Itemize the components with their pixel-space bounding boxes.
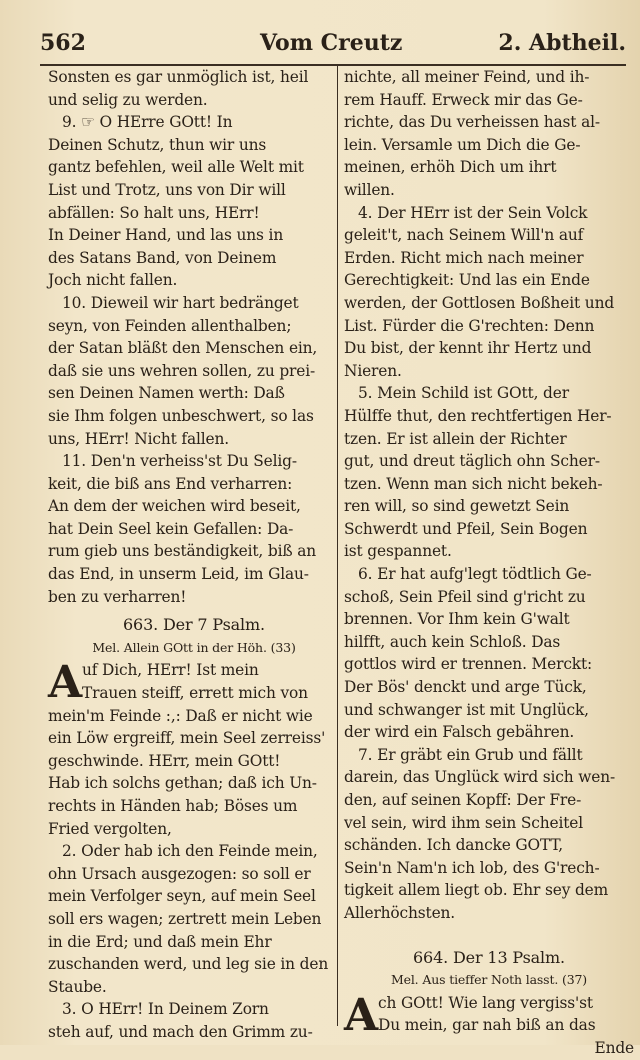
- text-line: schoß, Sein Pfeil sind g'richt zu: [344, 587, 586, 606]
- catchword: Ende: [594, 1038, 634, 1057]
- text-line: willen.: [344, 180, 395, 199]
- drop-cap: A: [48, 657, 82, 709]
- text-line: lein. Versamle um Dich die Ge-: [344, 135, 581, 154]
- hymn-heading: 664. Der 13 Psalm.: [413, 947, 565, 967]
- text-line: und selig zu werden.: [48, 90, 208, 109]
- text-line: keit, die biß ans End verharren:: [48, 474, 293, 493]
- text-line: Der Bös' denckt und arge Tück,: [344, 678, 587, 697]
- verse-start: 2. Oder hab ich den Feinde mein,: [62, 842, 318, 861]
- text-line: tzen. Wenn man sich nicht bekeh-: [344, 474, 603, 493]
- text-line: tigkeit allem liegt ob. Ehr sey dem: [344, 881, 609, 900]
- text-line: ch GOtt! Wie lang vergiss'st: [378, 993, 593, 1012]
- text-line: daß sie uns wehren sollen, zu prei-: [48, 361, 316, 380]
- text-line: Fried vergolten,: [48, 819, 172, 838]
- text-line: gut, und dreut täglich ohn Scher-: [344, 452, 600, 471]
- text-line: rechts in Händen hab; Böses um: [48, 797, 298, 815]
- hymn-heading: 663. Der 7 Psalm.: [123, 615, 265, 635]
- page-number: 562: [40, 30, 86, 56]
- text-line: Sonsten es gar unmöglich ist, heil: [48, 68, 309, 86]
- text-line: Gerechtigkeit: Und las ein Ende: [344, 271, 590, 290]
- text-line: soll ers wagen; zertrett mein Leben: [48, 909, 322, 928]
- text-line: seyn, von Feinden allenthalben;: [48, 316, 292, 335]
- text-line: Allerhöchsten.: [344, 903, 456, 922]
- text-line: der Satan bläßt den Menschen ein,: [48, 339, 318, 358]
- verse-start: 10. Dieweil wir hart bedränget: [62, 293, 299, 312]
- text-line: ben zu verharren!: [48, 587, 187, 606]
- text-line: Sein'n Nam'n ich lob, des G'rech-: [344, 858, 600, 877]
- text-line: nichte, all meiner Feind, und ih-: [344, 68, 590, 86]
- text-line: hilfft, auch kein Schloß. Das: [344, 632, 561, 651]
- text-line: vel sein, wird ihm sein Scheitel: [344, 813, 584, 832]
- text-line: richte, das Du verheissen hast al-: [344, 113, 600, 132]
- text-line: geschwinde. HErr, mein GOtt!: [48, 751, 281, 770]
- text-line: uns, HErr! Nicht fallen.: [48, 429, 229, 448]
- text-line: schänden. Ich dancke GOTT,: [344, 836, 564, 855]
- text-line: mein'm Feinde :,: Daß er nicht wie: [48, 706, 313, 725]
- text-line: brennen. Vor Ihm kein G'walt: [344, 610, 570, 629]
- text-line: in die Erd; und daß mein Ehr: [48, 932, 272, 951]
- text-line: Hülffe thut, den rechtfertigen Her-: [344, 406, 612, 425]
- verse-start: 3. O HErr! In Deinem Zorn: [62, 1000, 269, 1019]
- hymn-opening: [48, 657, 340, 709]
- text-line: uf Dich, HErr! Ist mein: [82, 661, 259, 680]
- verse-start: 11. Den'n verheiss'st Du Selig-: [62, 452, 297, 471]
- verse-start: 4. Der HErr ist der Sein Volck: [358, 203, 588, 222]
- text-line: Erden. Richt mich nach meiner: [344, 248, 584, 267]
- text-line: ist gespannet.: [344, 542, 452, 561]
- text-line: gottlos wird er trennen. Merckt:: [344, 655, 593, 674]
- drop-cap: A: [344, 989, 378, 1041]
- text-line: sie Ihm folgen unbeschwert, so las: [48, 406, 314, 425]
- verse-start: 9. ☞ O HErre GOtt! In: [62, 113, 233, 132]
- text-line: ohn Ursach ausgezogen: so soll er: [48, 864, 311, 883]
- text-line: gantz befehlen, weil alle Welt mit: [48, 158, 304, 177]
- text-line: Staube.: [48, 977, 107, 996]
- text-line: steh auf, und mach den Grimm zu-: [48, 1022, 313, 1041]
- verse-start: 7. Er gräbt ein Grub und fällt: [358, 745, 583, 764]
- text-line: Deinen Schutz, thun wir uns: [48, 135, 267, 154]
- text-line: das End, in unserm Leid, im Glau-: [48, 565, 309, 584]
- text-line: Trauen steiff, errett mich von: [82, 684, 308, 703]
- text-line: meinen, erhöh Dich um ihrt: [344, 158, 557, 177]
- text-line: List und Trotz, uns von Dir will: [48, 180, 286, 199]
- text-line: werden, der Gottlosen Boßheit und: [344, 293, 615, 312]
- right-column: [344, 66, 634, 1060]
- melody-line: Mel. Allein GOtt in der Höh. (33): [92, 639, 296, 655]
- text-line: zuschanden werd, und leg sie in den: [48, 955, 329, 974]
- verse-start: 5. Mein Schild ist GOtt, der: [358, 384, 569, 403]
- text-line: Nieren.: [344, 361, 402, 380]
- hymn-opening: [344, 989, 634, 1041]
- text-line: des Satans Band, von Deinem: [48, 248, 277, 267]
- text-line: rem Hauff. Erweck mir das Ge-: [344, 90, 583, 109]
- melody-line: Mel. Aus tieffer Noth lasst. (37): [390, 972, 588, 988]
- running-header: [40, 26, 626, 66]
- verse-start: 6. Er hat aufg'legt tödtlich Ge-: [358, 565, 592, 584]
- text-line: abfällen: So halt uns, HErr!: [48, 203, 260, 222]
- text-line: Hab ich solchs gethan; daß ich Un-: [48, 774, 317, 793]
- text-line: Schwerdt und Pfeil, Sein Bogen: [344, 519, 588, 538]
- text-line: Du bist, der kennt ihr Hertz und: [344, 339, 592, 358]
- text-line: An dem der weichen wird beseit,: [48, 497, 301, 516]
- text-line: ein Löw ergreiff, mein Seel zerreiss': [48, 729, 326, 748]
- section-label: 2. Abtheil.: [498, 30, 626, 56]
- text-line: List. Fürder die G'rechten: Denn: [344, 316, 595, 335]
- text-line: ren will, so sind gewetzt Sein: [344, 497, 570, 516]
- text-line: hat Dein Seel kein Gefallen: Da-: [48, 519, 294, 538]
- text-line: tzen. Er ist allein der Richter: [344, 429, 567, 448]
- text-line: den, auf seinen Kopff: Der Fre-: [344, 791, 582, 809]
- text-line: mein Verfolger seyn, auf mein Seel: [48, 887, 316, 906]
- text-line: und schwanger ist mit Unglück,: [344, 700, 589, 719]
- text-line: sen Deinen Namen werth: Daß: [48, 384, 285, 403]
- text-line: geleit't, nach Seinem Will'n auf: [344, 226, 584, 245]
- left-column: [48, 66, 340, 1044]
- text-line: rum gieb uns beständigkeit, biß an: [48, 542, 317, 561]
- text-line: der wird ein Falsch gebähren.: [344, 723, 575, 742]
- text-line: Joch nicht fallen.: [48, 271, 178, 290]
- running-title: Vom Creutz: [260, 30, 403, 56]
- text-line: In Deiner Hand, und las uns in: [48, 226, 284, 245]
- text-line: darein, das Unglück wird sich wen-: [344, 768, 616, 787]
- text-line: Du mein, gar nah biß an das: [378, 1016, 596, 1035]
